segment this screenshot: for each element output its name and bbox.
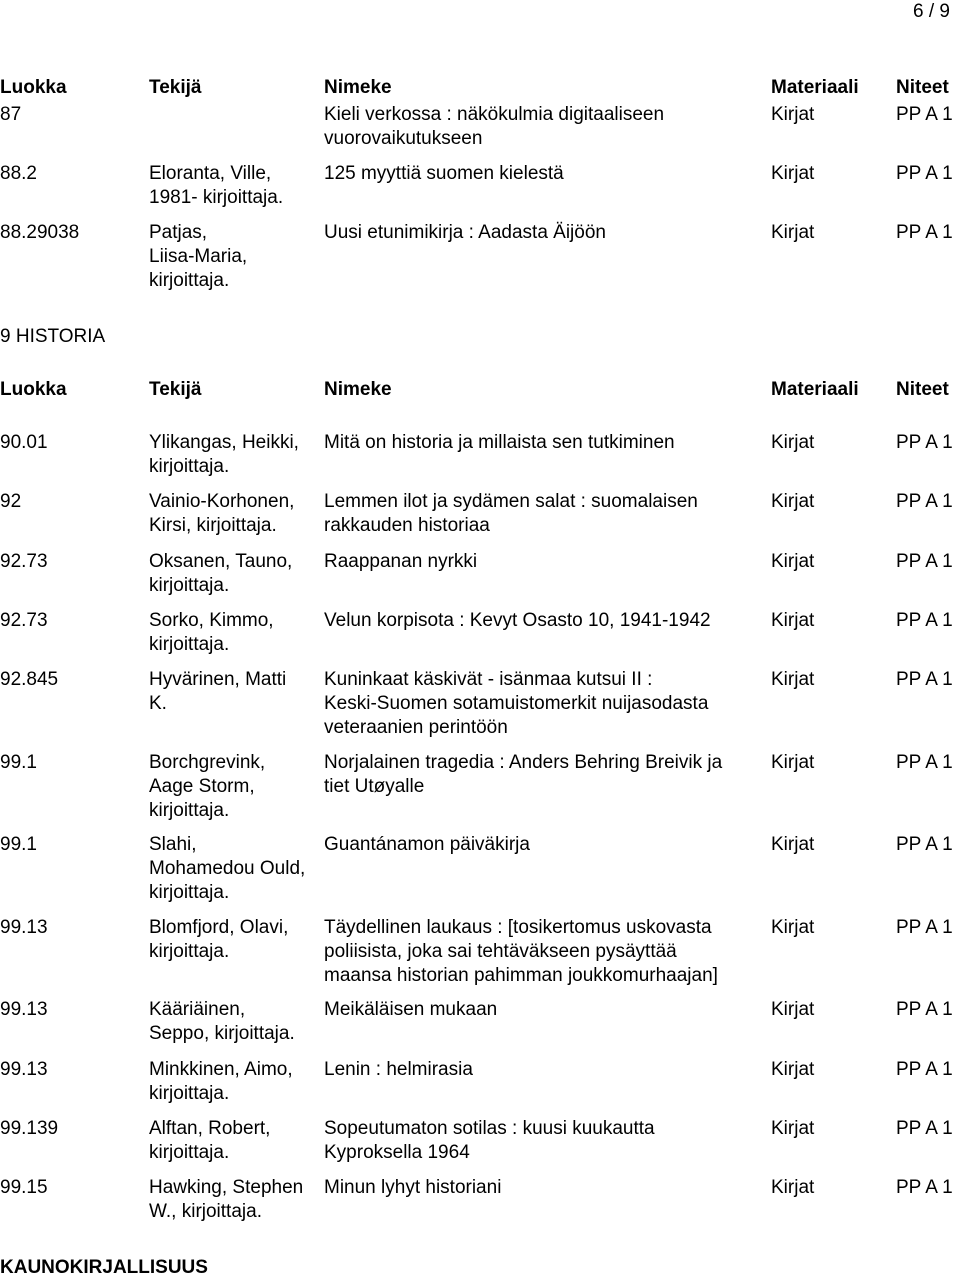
cell-nimeke-line: veteraanien perintöön (324, 717, 508, 738)
cell-nimeke (324, 1176, 501, 1200)
header-nimeke: Nimeke (324, 379, 392, 400)
cell-tekija-line: Aage Storm, (149, 776, 255, 797)
cell-tekija-line: kirjoittaja. (149, 575, 230, 596)
cell-niteet: PP A 1 (896, 752, 953, 773)
section-title-kaunokirjallisuus: KAUNOKIRJALLISUUS (0, 1257, 208, 1278)
cell-tekija (149, 221, 247, 293)
cell-tekija (149, 490, 294, 538)
cell-nimeke (324, 162, 564, 186)
cell-luokka: 88.29038 (0, 222, 80, 243)
cell-luokka: 99.15 (0, 1177, 48, 1198)
cell-niteet: PP A 1 (896, 1059, 953, 1080)
cell-luokka: 92.845 (0, 669, 59, 690)
cell-tekija (149, 916, 288, 964)
cell-tekija-line: K. (149, 693, 167, 714)
cell-niteet: PP A 1 (896, 104, 953, 125)
cell-tekija-line: kirjoittaja. (149, 800, 230, 821)
cell-tekija-line: kirjoittaja. (149, 270, 230, 291)
cell-nimeke (324, 1058, 473, 1082)
cell-luokka: 90.01 (0, 432, 48, 453)
cell-materiaali: Kirjat (771, 551, 815, 572)
cell-nimeke (324, 609, 711, 633)
cell-materiaali: Kirjat (771, 610, 815, 631)
cell-tekija (149, 609, 274, 657)
cell-nimeke-line: Minun lyhyt historiani (324, 1177, 502, 1198)
cell-nimeke (324, 998, 497, 1022)
cell-tekija (149, 833, 305, 905)
cell-niteet: PP A 1 (896, 610, 953, 631)
cell-nimeke-line: Meikäläisen mukaan (324, 999, 498, 1020)
cell-niteet: PP A 1 (896, 999, 953, 1020)
cell-tekija (149, 1117, 270, 1165)
cell-nimeke-line: Lenin : helmirasia (324, 1059, 473, 1080)
cell-luokka: 88.2 (0, 163, 37, 184)
cell-nimeke-line: maansa historian pahimman joukkomurhaajan] (324, 965, 718, 986)
cell-nimeke (324, 103, 664, 151)
cell-nimeke-line: 125 myyttiä suomen kielestä (324, 163, 564, 184)
cell-luokka: 99.139 (0, 1118, 59, 1139)
cell-tekija-line: Oksanen, Tauno, (149, 551, 293, 572)
cell-tekija-line: Sorko, Kimmo, (149, 610, 274, 631)
cell-materiaali: Kirjat (771, 491, 815, 512)
cell-materiaali: Kirjat (771, 432, 815, 453)
cell-tekija-line: Kääriäinen, (149, 999, 246, 1020)
cell-tekija-line: Alftan, Robert, (149, 1118, 271, 1139)
cell-nimeke-line: Keski-Suomen sotamuistomerkit nuijasodasta (324, 693, 709, 714)
cell-tekija-line: Ylikangas, Heikki, (149, 432, 299, 453)
cell-nimeke (324, 431, 675, 455)
cell-nimeke-line: Kyproksella 1964 (324, 1142, 470, 1163)
cell-tekija (149, 1058, 293, 1106)
cell-luokka: 99.1 (0, 752, 37, 773)
cell-nimeke (324, 668, 708, 740)
page-number: 6 / 9 (913, 1, 950, 22)
header-niteet: Niteet (896, 379, 949, 400)
header-materiaali: Materiaali (771, 77, 859, 98)
cell-tekija-line: Blomfjord, Olavi, (149, 917, 289, 938)
cell-nimeke-line: Velun korpisota : Kevyt Osasto 10, 1941-1942 (324, 610, 711, 631)
cell-tekija-line: Eloranta, Ville, (149, 163, 272, 184)
header-tekija: Tekijä (149, 379, 202, 400)
cell-niteet: PP A 1 (896, 1177, 953, 1198)
header-nimeke: Nimeke (324, 77, 392, 98)
cell-tekija-line: kirjoittaja. (149, 1083, 230, 1104)
header-luokka: Luokka (0, 77, 67, 98)
cell-tekija-line: Liisa-Maria, (149, 246, 248, 267)
cell-nimeke (324, 1117, 655, 1165)
cell-nimeke (324, 916, 718, 988)
cell-tekija (149, 751, 265, 823)
cell-luokka: 92.73 (0, 610, 48, 631)
cell-tekija-line: Hyvärinen, Matti (149, 669, 287, 690)
cell-tekija-line: Mohamedou Ould, (149, 858, 306, 879)
cell-nimeke-line: Sopeutumaton sotilas : kuusi kuukautta (324, 1118, 655, 1139)
cell-tekija-line: 1981- kirjoittaja. (149, 187, 284, 208)
header-materiaali: Materiaali (771, 379, 859, 400)
cell-nimeke-line: Lemmen ilot ja sydämen salat : suomalaisen (324, 491, 698, 512)
cell-materiaali: Kirjat (771, 669, 815, 690)
cell-nimeke (324, 550, 477, 574)
cell-niteet: PP A 1 (896, 1118, 953, 1139)
header-tekija: Tekijä (149, 77, 202, 98)
cell-nimeke-line: vuorovaikutukseen (324, 128, 483, 149)
cell-materiaali: Kirjat (771, 222, 815, 243)
header-luokka: Luokka (0, 379, 67, 400)
cell-nimeke-line: Norjalainen tragedia : Anders Behring Breivik ja (324, 752, 723, 773)
cell-materiaali: Kirjat (771, 917, 815, 938)
cell-materiaali: Kirjat (771, 1118, 815, 1139)
cell-niteet: PP A 1 (896, 222, 953, 243)
cell-materiaali: Kirjat (771, 752, 815, 773)
cell-tekija-line: kirjoittaja. (149, 456, 230, 477)
cell-tekija (149, 431, 299, 479)
cell-tekija-line: kirjoittaja. (149, 634, 230, 655)
cell-nimeke-line: Kuninkaat käskivät - isänmaa kutsui II : (324, 669, 653, 690)
cell-tekija (149, 1176, 303, 1224)
cell-nimeke (324, 833, 530, 857)
cell-tekija (149, 668, 286, 716)
cell-tekija-line: Seppo, kirjoittaja. (149, 1023, 295, 1044)
cell-tekija-line: Hawking, Stephen (149, 1177, 304, 1198)
cell-luokka: 99.13 (0, 999, 48, 1020)
cell-niteet: PP A 1 (896, 917, 953, 938)
cell-nimeke-line: Uusi etunimikirja : Aadasta Äijöön (324, 222, 606, 243)
cell-materiaali: Kirjat (771, 163, 815, 184)
cell-nimeke-line: poliisista, joka sai tehtäväkseen pysäyttää (324, 941, 677, 962)
cell-luokka: 99.13 (0, 917, 48, 938)
cell-luokka: 99.1 (0, 834, 37, 855)
cell-nimeke-line: tiet Utøyalle (324, 776, 425, 797)
cell-luokka: 92.73 (0, 551, 48, 572)
cell-nimeke-line: Guantánamon päiväkirja (324, 834, 530, 855)
cell-niteet: PP A 1 (896, 669, 953, 690)
cell-nimeke (324, 221, 606, 245)
cell-materiaali: Kirjat (771, 1059, 815, 1080)
cell-materiaali: Kirjat (771, 834, 815, 855)
header-niteet: Niteet (896, 77, 949, 98)
cell-tekija-line: Minkkinen, Aimo, (149, 1059, 293, 1080)
cell-nimeke-line: rakkauden historiaa (324, 515, 490, 536)
cell-tekija (149, 162, 283, 210)
cell-nimeke-line: Täydellinen laukaus : [tosikertomus uskovasta (324, 917, 712, 938)
cell-tekija-line: Kirsi, kirjoittaja. (149, 515, 277, 536)
cell-luokka: 87 (0, 104, 22, 125)
cell-tekija-line: kirjoittaja. (149, 882, 230, 903)
cell-tekija-line: kirjoittaja. (149, 1142, 230, 1163)
cell-materiaali: Kirjat (771, 104, 815, 125)
cell-niteet: PP A 1 (896, 491, 953, 512)
cell-tekija-line: Vainio-Korhonen, (149, 491, 295, 512)
cell-niteet: PP A 1 (896, 163, 953, 184)
cell-niteet: PP A 1 (896, 551, 953, 572)
section-title-historia: 9 HISTORIA (0, 326, 106, 347)
cell-nimeke-line: Mitä on historia ja millaista sen tutkiminen (324, 432, 675, 453)
cell-tekija-line: kirjoittaja. (149, 941, 230, 962)
cell-materiaali: Kirjat (771, 1177, 815, 1198)
cell-tekija (149, 550, 292, 598)
cell-tekija-line: W., kirjoittaja. (149, 1201, 262, 1222)
cell-nimeke (324, 490, 698, 538)
cell-materiaali: Kirjat (771, 999, 815, 1020)
cell-tekija-line: Slahi, (149, 834, 197, 855)
cell-tekija (149, 998, 295, 1046)
cell-nimeke-line: Raappanan nyrkki (324, 551, 478, 572)
cell-niteet: PP A 1 (896, 432, 953, 453)
cell-nimeke-line: Kieli verkossa : näkökulmia digitaaliseen (324, 104, 665, 125)
cell-luokka: 99.13 (0, 1059, 48, 1080)
cell-luokka: 92 (0, 491, 22, 512)
cell-nimeke (324, 751, 722, 799)
cell-tekija-line: Patjas, (149, 222, 208, 243)
cell-tekija-line: Borchgrevink, (149, 752, 266, 773)
cell-niteet: PP A 1 (896, 834, 953, 855)
